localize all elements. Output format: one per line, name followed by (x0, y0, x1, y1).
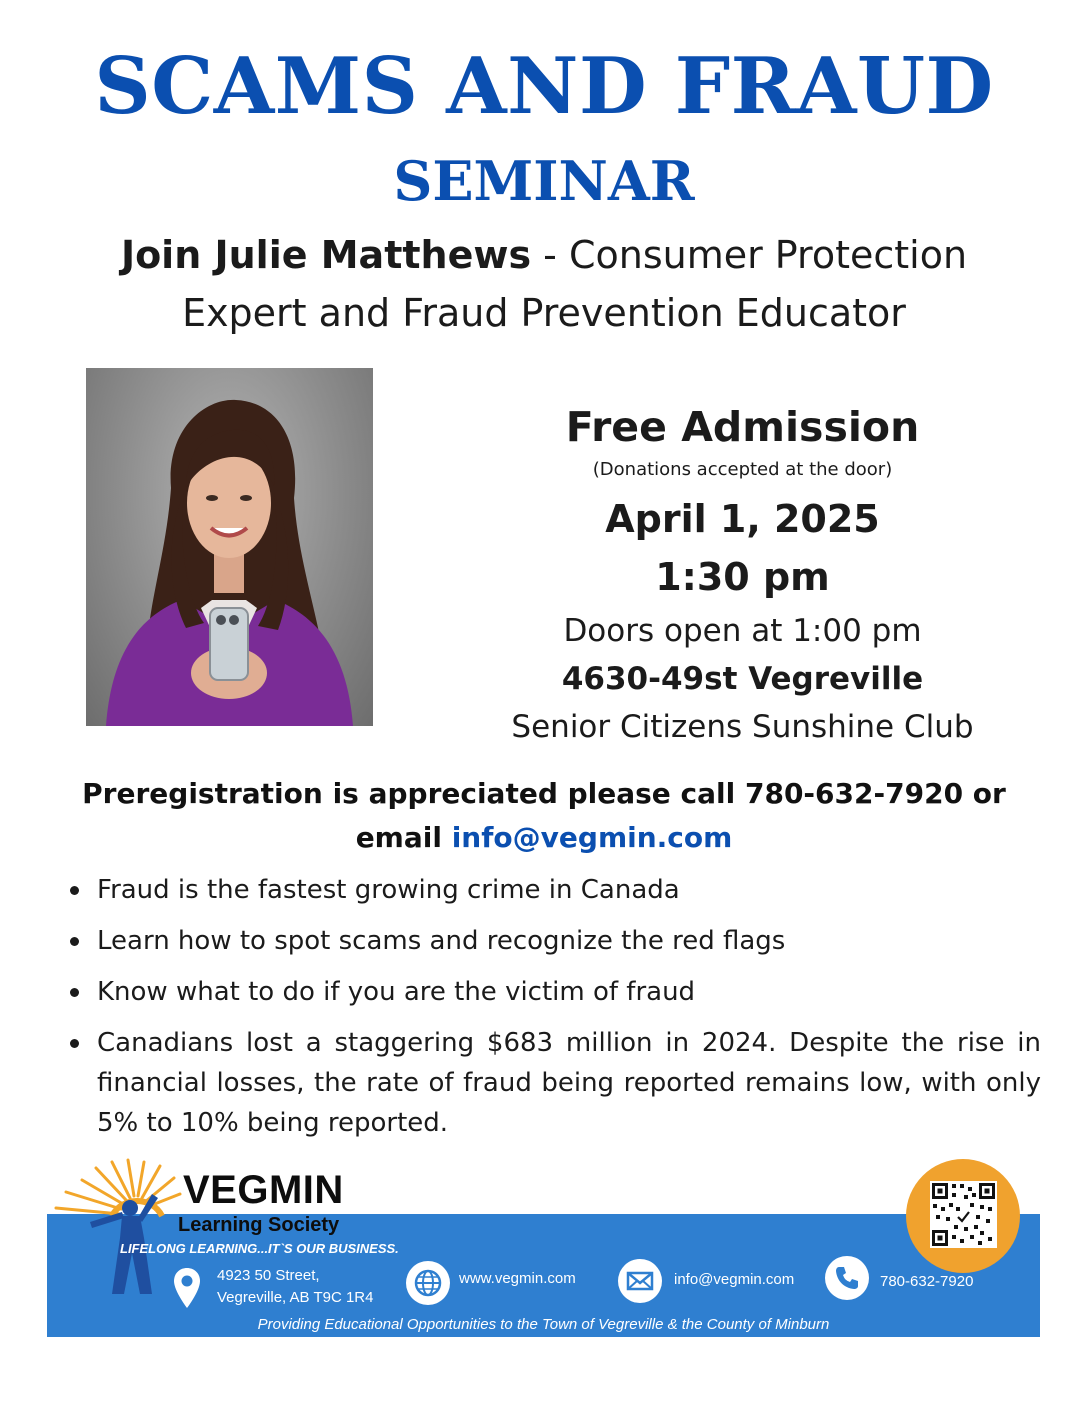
footer-email[interactable]: info@vegmin.com (674, 1271, 795, 1288)
event-address: 4630-49st Vegreville (561, 661, 924, 697)
org-name: VEGMIN (183, 1168, 344, 1212)
speaker-portrait-illustration (86, 368, 373, 726)
envelope-glyph (618, 1259, 662, 1303)
bullet-icon (70, 937, 79, 946)
list-item (66, 1023, 1041, 1143)
speaker-photo (86, 368, 373, 726)
doors-open-text: Doors open at 1:00 pm (563, 613, 922, 649)
flyer-subtitle: SEMINAR (393, 149, 695, 213)
flyer-title: SCAMS AND FRAUD (94, 41, 994, 132)
bullet-icon (70, 886, 79, 895)
org-subtitle: Learning Society (178, 1214, 340, 1236)
speaker-role-part2: Expert and Fraud Prevention Educator (182, 291, 906, 335)
globe-glyph (406, 1261, 450, 1305)
qr-pattern (930, 1181, 997, 1248)
footer-website[interactable]: www.vegmin.com (459, 1270, 576, 1287)
admission-text: Free Admission (565, 403, 920, 451)
bullet-icon (70, 1039, 79, 1048)
speaker-intro (60, 226, 1028, 342)
phone-icon (825, 1256, 869, 1300)
qr-code-icon[interactable] (930, 1181, 997, 1248)
event-venue: Senior Citizens Sunshine Club (511, 709, 974, 745)
event-date: April 1, 2025 (605, 497, 880, 541)
phone-glyph (825, 1256, 869, 1300)
list-item-text: Learn how to spot scams and recognize the red flags (97, 926, 786, 956)
list-item-text: Know what to do if you are the victim of fraud (97, 977, 696, 1007)
footer-phone[interactable]: 780-632-7920 (880, 1273, 974, 1290)
list-item (66, 972, 1041, 1012)
globe-icon (406, 1261, 450, 1305)
list-item-text: Fraud is the fastest growing crime in Canada (97, 875, 680, 905)
speaker-role-part1: - Consumer Protection (531, 233, 968, 277)
fact-list (66, 870, 1041, 1154)
footer-tagline: Providing Educational Opportunities to the Town of Vegreville & the County of Minburn (257, 1316, 830, 1333)
org-slogan: LIFELONG LEARNING...IT`S OUR BUSINESS. (120, 1241, 399, 1256)
sun-person-logo-icon (52, 1158, 182, 1298)
list-item (66, 921, 1041, 961)
footer-address (217, 1265, 373, 1309)
email-link[interactable]: info@vegmin.com (451, 821, 733, 854)
preregistration-text (40, 772, 1048, 860)
donations-note: (Donations accepted at the door) (592, 459, 893, 480)
speaker-name: Join Julie Matthews (120, 233, 532, 277)
list-item-text: Canadians lost a staggering $683 million in 2024. Despite the rise in financial losses, the rate of fraud being reported remains low, with only 5% to 10% being reported. (97, 1028, 1041, 1138)
list-item (66, 870, 1041, 910)
address-line-2: Vegreville, AB T9C 1R4 (217, 1289, 374, 1306)
envelope-icon (618, 1259, 662, 1303)
bullet-icon (70, 988, 79, 997)
address-line-1: 4923 50 Street, (217, 1267, 320, 1284)
preregistration-line: Preregistration is appreciated please call 780-632-7920 or (82, 777, 1006, 810)
location-pin-icon (172, 1266, 202, 1310)
email-label: email (355, 821, 452, 854)
event-details (460, 398, 1025, 752)
event-time: 1:30 pm (655, 555, 830, 599)
